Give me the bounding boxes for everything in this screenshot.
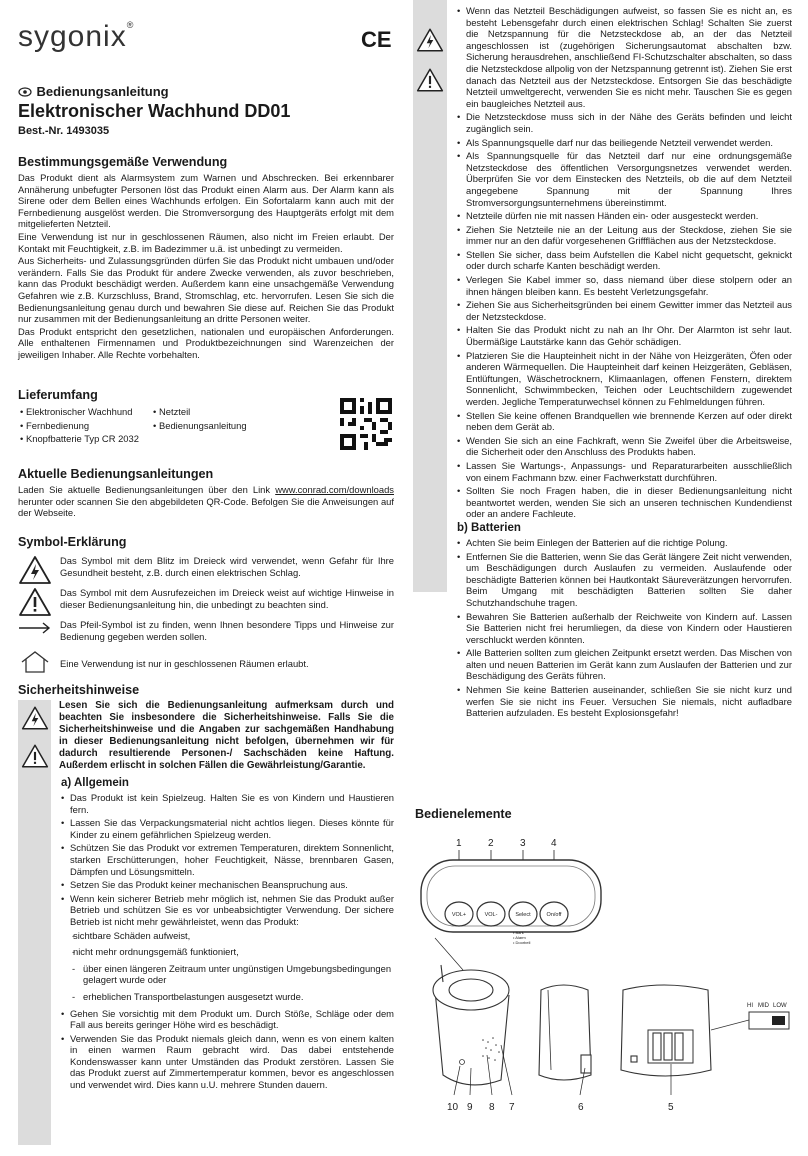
list-item: • Entfernen Sie die Batterien, wenn Sie das Gerät längere Zeit nicht verwenden, um Beschädigungen durch Auslaufen zu vermeiden. Auslaufende oder beschädigte Batterien können bei Hautkontakt Säureverätzungen hervorrufen. Beim Umgang mit beschädigten Batterien sollten Sie daher Schutzhandschuhe tragen.	[455, 551, 792, 609]
callout-4: 4	[551, 838, 557, 849]
symbol-desc: Eine Verwendung ist nur in geschlossenen Räumen erlaubt.	[60, 658, 309, 669]
list-item: • Bedienungsanleitung	[151, 420, 291, 432]
paragraph: Das Produkt entspricht den gesetzlichen, nationalen und europäischen Anforderungen. Alle enthaltenen Firmennamen und Produktbezeichnungen sind Warenzeichen der jeweiligen Inhaber. Alle Rechte vorbehalten.	[18, 325, 394, 360]
exclamation-warning-icon	[18, 587, 52, 617]
lightning-warning-icon	[21, 705, 49, 731]
list-item: • Die Netzsteckdose muss sich in der Nähe des Geräts befinden und leicht zugänglich sein.	[455, 111, 792, 134]
section-safety	[18, 683, 394, 697]
list-item: • Als Spannungsquelle für das Netzteil darf nur eine ordnungsgemäße Netzsteckdose des öffentlichen Versorgungsnetzes verwendet werden. Überprüfen Sie vor dem Einstecken des Netzteils, ob die auf dem Netzteil angegebene Spannung mit der Spannung Ihres Stromversorgungsunternehmens übereinstimmt.	[455, 150, 792, 208]
list-item: • Als Spannungsquelle darf nur das beiliegende Netzteil verwendet werden.	[455, 137, 792, 149]
list-item: - über einen längeren Zeitraum unter ungünstigen Umgebungsbedingungen gelagert wurde oder	[59, 963, 394, 986]
order-number: Best.-Nr. 1493035	[18, 125, 110, 137]
section-heading-controls: Bedienelemente	[415, 807, 512, 821]
ce-mark: CE	[361, 27, 392, 52]
arrow-icon	[18, 621, 52, 635]
safety-body	[59, 700, 394, 1093]
callout-10: 10	[447, 1102, 459, 1113]
controls-diagram	[413, 830, 793, 1120]
callout-9: 9	[467, 1102, 473, 1113]
lightning-warning-icon	[18, 555, 52, 585]
main-unit-front	[433, 965, 509, 1085]
callout-7: 7	[509, 1102, 515, 1113]
lightning-warning-icon	[416, 27, 444, 53]
list-item: • Nehmen Sie keine Batterien auseinander, schließen Sie sie nicht kurz und werfen Sie sie nicht ins Feuer. Versuchen Sie niemals, nicht aufladbare Batterien aufzuladen. Es besteht Explosionsgefahr!	[455, 684, 792, 719]
list-item: • Ziehen Sie Netzteile nie an der Leitung aus der Steckdose, ziehen Sie sie immer nur an den dafür vorgesehenen Griffflächen aus der Netzsteckdose.	[455, 224, 792, 247]
section-heading: Aktuelle Bedienungsanleitungen	[18, 467, 214, 481]
list-item: • Netzteil	[151, 406, 291, 418]
list-item: • Wenn das Netzteil Beschädigungen aufweist, so fassen Sie es nicht an, es besteht Lebensgefahr durch einen elektrischen Schlag! Schalten Sie zuerst die Netzspannung für die Netzsteckdose ab, an der das Netzteil angeschlossen ist (zugehörigen Sicherungsautomat abschalten bzw. Sicherung herausdrehen, anschließend FI-Schutzschalter abschalten, so dass die Netzsteckdose allpolig von der Netzspannung getrennt ist). Ziehen Sie erst danach das Netzteil aus der Netzsteckdose. Entsorgen Sie das beschädigte Netzteil umweltgerecht, verwenden Sie es nicht mehr. Tauschen Sie es gegen ein baugleiches Netzteil aus.	[455, 5, 792, 109]
mode-alarm: • Alarm	[513, 935, 526, 940]
switch-low: LOW	[773, 1003, 787, 1009]
mode-bark: • Bark	[513, 930, 524, 935]
paragraph: Das Produkt dient als Alarmsystem zum Warnen und Abschrecken. Bei erkennbarer Annäherung unbefugter Personen löst das Produkt einen Alarm aus. Der Alarm kann als Sirene oder dem Bellen eines Wachhunds erfolgen. Ein Sofortalarm kann auch mit der Fernbedienung ausgelöst werden. Die Stromversorgung des Hauptgeräts erfolgt mit dem mitgelieferten Netzteil.	[18, 172, 394, 230]
callout-1: 1	[456, 838, 462, 849]
section-current-manuals	[18, 467, 394, 520]
doc-type: Bedienungsanleitung	[18, 83, 169, 101]
downloads-link[interactable]: www.conrad.com/downloads	[275, 484, 394, 495]
paragraph: Laden Sie aktuelle Bedienungsanleitungen über den Link www.conrad.com/downloads herunter oder scannen Sie den abgebildeten QR-Code. Befolgen Sie die Anweisungen auf der Webseite.	[18, 484, 394, 519]
list-item: • Achten Sie beim Einlegen der Batterien auf die richtige Polung.	[455, 537, 792, 549]
list-item: • Stellen Sie sicher, dass beim Aufstellen die Kabel nicht gequetscht, geknickt oder durch scharfe Kanten beschädigt werden.	[455, 249, 792, 272]
section-heading: Bestimmungsgemäße Verwendung	[18, 155, 228, 169]
paragraph: Aus Sicherheits- und Zulassungsgründen dürfen Sie das Produkt nicht umbauen und/oder verändern. Falls Sie das Produkt für andere Zwecke verwenden, als zuvor beschrieben, kann das Produkt beschädigt werden. Außerdem kann eine unsachgemäße Verwendung Gefahren wie z.B. Kurzschluss, Brand, Stromschlag, etc. hervorrufen. Lesen Sie sich die Bedienungsanleitung genau durch und bewahren Sie diese auf. Reichen Sie das Produkt nur zusammen mit der Bedienungsanleitung an dritte Personen weiter.	[18, 255, 394, 325]
mode-doorbell: • Doorbell	[513, 940, 531, 945]
list-item: • Gehen Sie vorsichtig mit dem Produkt um. Durch Stöße, Schläge oder dem Fall aus bereits geringer Höhe wird es beschädigt.	[59, 1008, 394, 1031]
section-heading: Symbol-Erklärung	[18, 535, 127, 549]
list-item: • Wenden Sie sich an eine Fachkraft, wenn Sie Zweifel über die Arbeitsweise, die Sicherheit oder den Anschluss des Produkts haben.	[455, 435, 792, 458]
safety-continued	[455, 5, 792, 721]
list-item: • Sollten Sie noch Fragen haben, die in dieser Bedienungsanleitung nicht beantwortet werden, wenden Sie sich an unseren technischen Kundendienst oder an andere Fachleute.	[455, 485, 792, 520]
exclamation-warning-icon	[21, 743, 49, 769]
callout-5: 5	[668, 1102, 674, 1113]
switch-mid: MID	[758, 1003, 769, 1009]
vol-up-label: VOL+	[451, 912, 467, 918]
list-item: • Stellen Sie keine offenen Brandquellen wie brennende Kerzen auf oder direkt neben dem Gerät ab.	[455, 410, 792, 433]
list-item: • Setzen Sie das Produkt keiner mechanischen Beanspruchung aus.	[59, 879, 394, 891]
section-heading: Sicherheitshinweise	[18, 683, 140, 697]
list-item: • Lassen Sie Wartungs-, Anpassungs- und Reparaturarbeiten ausschließlich von einem Fachmann bzw. einer Fachwerkstatt durchführen.	[455, 460, 792, 483]
brand-logo: sygonix®	[18, 20, 135, 53]
callout-3: 3	[520, 838, 526, 849]
safety-sidebar	[18, 700, 51, 1145]
switch-hi: HI	[747, 1003, 753, 1009]
list-item: • Fernbedienung	[18, 420, 153, 432]
list-item: • Halten Sie das Produkt nicht zu nah an Ihr Ohr. Der Alarmton ist sehr laut. Übermäßige Lautstärke kann das Gehör schädigen.	[455, 324, 792, 347]
list-item: - nicht mehr ordnungsgemäß funktioniert,	[59, 946, 394, 958]
main-unit-back	[621, 985, 711, 1076]
main-unit-side	[539, 985, 591, 1080]
on-off-label: On/off	[546, 912, 562, 918]
subheading-batteries: b) Batterien	[457, 521, 521, 534]
list-item: • Lassen Sie das Verpackungsmaterial nicht achtlos liegen. Dieses könnte für Kinder zu einem gefährlichen Spielzeug werden.	[59, 817, 394, 840]
safety-intro: Lesen Sie sich die Bedienungsanleitung aufmerksam durch und beachten Sie insbesondere die Sicherheitshinweise. Falls Sie die Sicherheitshinweise und die Angaben zur sachgemäßen Handhabung in dieser Bedienungsanleitung nicht befolgen, übernehmen wir für dadurch resultierende Personen-/ Sachschäden keine Haftung. Außerdem erlischt in solchen Fällen die Gewährleistung/Garantie.	[59, 700, 394, 771]
list-item: • Ziehen Sie aus Sicherheitsgründen bei einem Gewitter immer das Netzteil aus der Netzsteckdose.	[455, 299, 792, 322]
list-item: • Wenn kein sicherer Betrieb mehr möglich ist, nehmen Sie das Produkt außer Betrieb und schützen Sie es vor unbeabsichtigter Verwendung. Der sichere Betrieb ist nicht mehr gewährleistet, wenn das Produkt:	[59, 893, 394, 928]
sensitivity-switch	[711, 1012, 789, 1030]
paragraph: Eine Verwendung ist nur in geschlossenen Räumen, also nicht im Freien erlaubt. Der Kontakt mit Feuchtigkeit, z.B. im Badezimmer u.ä. ist unbedingt zu vermeiden.	[18, 230, 394, 254]
section-heading: Lieferumfang	[18, 388, 98, 402]
select-label: Select	[515, 912, 531, 918]
list-item: - sichtbare Schäden aufweist,	[59, 930, 394, 942]
list-item: • Elektronischer Wachhund	[18, 406, 153, 418]
symbol-desc: Das Pfeil-Symbol ist zu finden, wenn Ihnen besondere Tipps und Hinweise zur Bedienung gegeben werden sollen.	[60, 619, 394, 642]
list-item: • Verlegen Sie Kabel immer so, dass niemand über diese stolpern oder an ihnen hängen bleiben kann. Es besteht Verletzungsgefahr.	[455, 274, 792, 297]
section-scope-of-delivery	[18, 388, 394, 445]
symbol-desc: Das Symbol mit dem Blitz im Dreieck wird verwendet, wenn Gefahr für Ihre Gesundheit besteht, z.B. durch einen elektrischen Schlag.	[60, 555, 394, 578]
exclamation-warning-icon	[416, 67, 444, 93]
list-item: • Platzieren Sie die Haupteinheit nicht in der Nähe von Heizgeräten, Öfen oder anderen Wärmequellen. Die Haupteinheit darf keinen Heizgeräten, Gebläsen, Entlüftungen, Wäschetrocknern, Klimaanlagen, offenen Fenstern, direktem Sonnenlicht, Schwimmbecken, Teichen oder Leuchtschildern zugewendet werden. Jegliche Temperaturwechsel können zu Fehlmeldungen führen.	[455, 350, 792, 408]
symbol-desc: Das Symbol mit dem Ausrufezeichen im Dreieck weist auf wichtige Hinweise in dieser Bedienungsanleitung hin, die unbedingt zu beachten sind.	[60, 587, 394, 610]
list-item: - erheblichen Transportbelastungen ausgesetzt wurde.	[59, 991, 394, 1003]
indoor-house-icon	[18, 650, 52, 674]
list-item: • Das Produkt ist kein Spielzeug. Halten Sie es von Kindern und Haustieren fern.	[59, 792, 394, 815]
vol-down-label: VOL-	[484, 912, 498, 918]
section-symbols	[18, 535, 394, 675]
list-item: • Bewahren Sie Batterien außerhalb der Reichweite von Kindern auf. Lassen Sie Batterien nicht frei herumliegen, da diese von Kindern oder Haustieren verschluckt werden könnten.	[455, 611, 792, 646]
list-item: • Netzteile dürfen nie mit nassen Händen ein- oder ausgesteckt werden.	[455, 210, 792, 222]
callout-8: 8	[489, 1102, 495, 1113]
right-sidebar	[413, 0, 447, 592]
eye-icon	[18, 87, 32, 97]
list-item: • Schützen Sie das Produkt vor extremen Temperaturen, direktem Sonnenlicht, starken Erschütterungen, hoher Feuchtigkeit, Nässe, brennbaren Gasen, Dämpfen und Lösungsmitteln.	[59, 842, 394, 877]
subheading-general: a) Allgemein	[61, 777, 129, 789]
callout-6: 6	[578, 1102, 584, 1113]
section-intended-use	[18, 155, 394, 362]
list-item: • Alle Batterien sollten zum gleichen Zeitpunkt ersetzt werden. Das Mischen von alten und neuen Batterien im Gerät kann zum Auslaufen der Batterien und zur Beschädigung des Geräts führen.	[455, 647, 792, 682]
list-item: • Knopfbatterie Typ CR 2032	[18, 433, 153, 445]
qr-code[interactable]	[340, 398, 392, 450]
page-title: Elektronischer Wachhund DD01	[18, 101, 291, 121]
callout-2: 2	[488, 838, 494, 849]
list-item: • Verwenden Sie das Produkt niemals gleich dann, wenn es von einem kalten in einen warmen Raum gebracht wird. Das dabei entstehende Kondenswasser kann unter Umständen das Produkt zerstören. Lassen Sie das Produkt zuerst auf Zimmertemperatur kommen, bevor es angeschlossen und verwendet wird. Dies kann u.U. mehrere Stunden dauern.	[59, 1033, 394, 1091]
